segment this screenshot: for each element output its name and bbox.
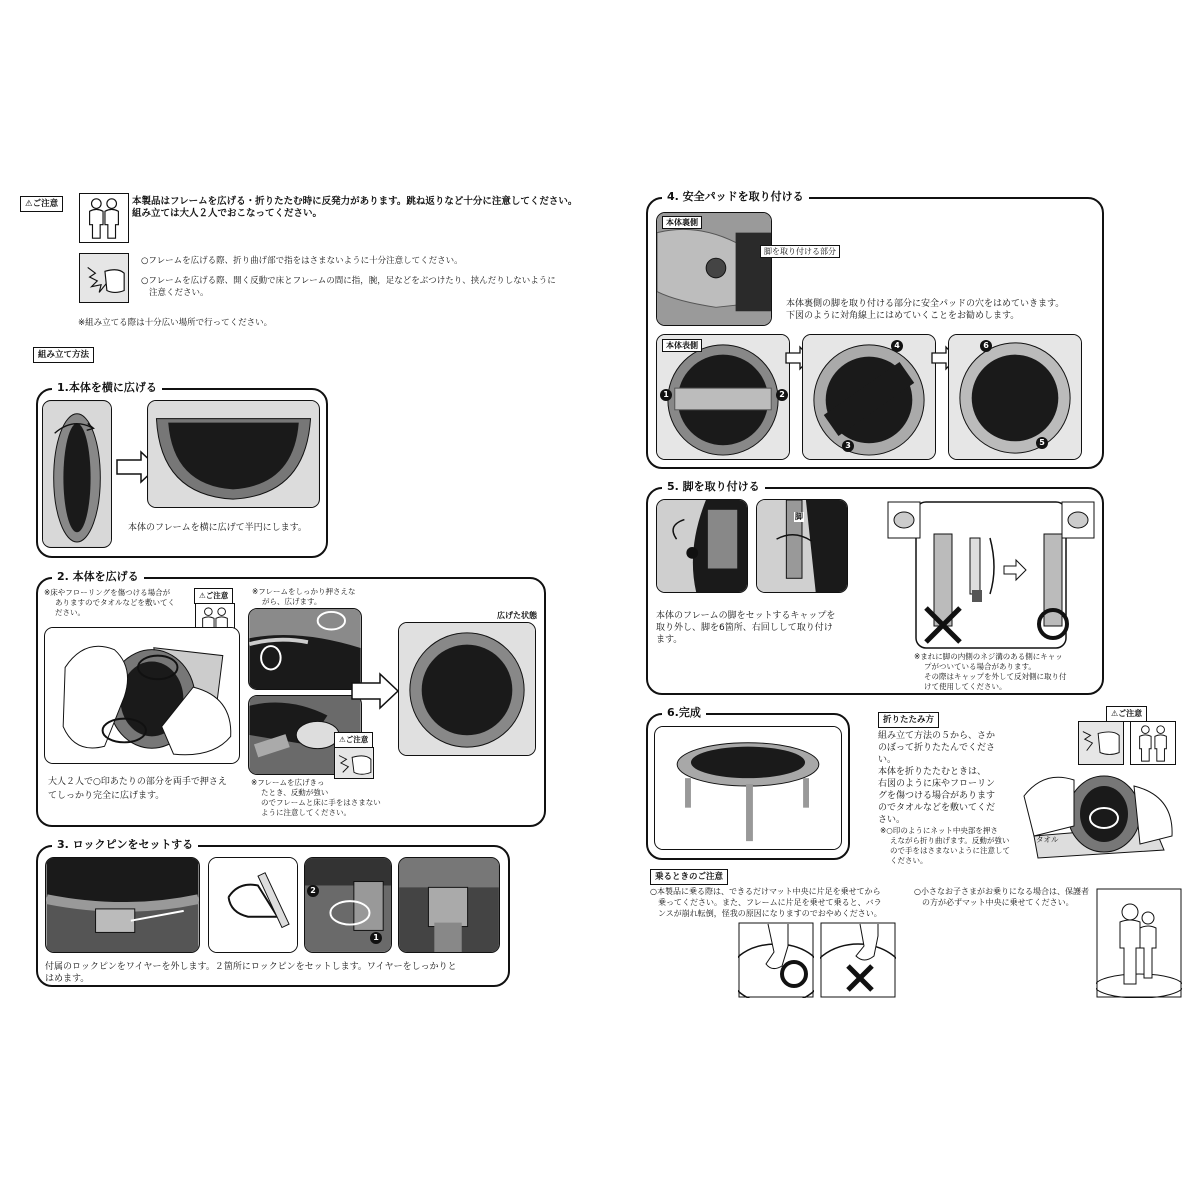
fold-two-adults-icon	[1130, 721, 1176, 765]
step3-lockpin-photo	[208, 857, 298, 953]
step3-num-2: 2	[307, 885, 319, 897]
step5-title: 5. 脚を取り付ける	[662, 479, 765, 495]
fold-text-f: グを傷つける場合があります	[878, 791, 996, 801]
warning-triangle-icon: ⚠	[1111, 709, 1119, 718]
step1-folded-photo	[42, 400, 112, 548]
fold-text-e: 右図のように床やフローリン	[878, 779, 996, 789]
step5-leg-diagram	[886, 498, 1096, 650]
step3-num-1: 1	[370, 932, 382, 944]
fold-pinched-hand-icon	[1078, 721, 1124, 765]
step5-note-b: プがついている場合があります。	[924, 662, 1036, 671]
fold-towel-label: タオル	[1036, 835, 1059, 844]
warning-triangle-icon: ⚠	[199, 591, 206, 600]
fold-note-d: ください。	[890, 856, 928, 865]
fold-note-c: ので手をはさまないように注意して	[890, 846, 1010, 855]
step2-note-floor-a: ※床やフローリングを傷つける場合が	[44, 588, 171, 597]
caution-note-1: ○フレームを広げる際、折り曲げ部で指をはさまないように十分注意してください。	[141, 256, 463, 266]
step2-note-hold-b: がら、広げます。	[262, 597, 322, 606]
two-adults-icon	[79, 193, 129, 243]
fold-label: 折りたたみ方	[878, 712, 939, 728]
step2-note-fold-b: たとき、反動が強い	[261, 788, 329, 797]
step2-spread-illustration	[44, 627, 240, 764]
step5-leg-char: 脚	[795, 512, 803, 521]
ride-kids-a: ○小さなお子さまがお乗りになる場合は、保護者	[914, 887, 1089, 896]
caution-note-2b: 注意ください。	[149, 288, 209, 298]
warning-triangle-icon: ⚠	[339, 735, 346, 744]
step3-closeup-photo	[398, 857, 500, 953]
step2-caption-b: てしっかり完全に広げます。	[48, 791, 165, 801]
fold-caution-badge: ⚠ご注意	[1106, 706, 1147, 722]
step6-title: 6.完成	[662, 705, 706, 721]
fold-text-h: さい。	[878, 815, 906, 825]
ride-text-b: 乗ってください。また、フレームに片足を乗せて乗ると、バラ	[658, 898, 882, 907]
caution-line-1: 本製品はフレームを広げる・折りたたむ時に反発力があります。跳ね返りなど十分に注意してください。	[132, 196, 578, 207]
step3-title: 3. ロックピンをセットする	[52, 837, 198, 853]
step2-opened-label: 広げた状態	[497, 611, 537, 620]
step4-back-photo	[656, 212, 772, 326]
caution-badge	[20, 196, 63, 212]
fold-text-b: のぼって折りたたんでくださ	[878, 743, 996, 753]
step1-caption: 本体のフレームを横に広げて半円にします。	[128, 523, 307, 533]
step4-num-4: 4	[891, 340, 903, 352]
step4-front-label: 本体表側	[662, 339, 702, 352]
step4-num-1: 1	[660, 389, 672, 401]
ride-text-c: ンスが崩れ転倒，怪我の原因になりますのでおやめください。	[658, 909, 882, 918]
step4-num-6: 6	[980, 340, 992, 352]
step2-pinched-hand-icon	[334, 747, 374, 779]
step2-caution-badge: ⚠ご注意	[194, 588, 233, 604]
caution-line-2: 組み立ては大人２人でおこなってください。	[132, 208, 323, 219]
step5-cap-photo	[656, 499, 748, 593]
step2-note-fold-d: ように注意してください。	[261, 808, 351, 817]
fold-text-g: のでタオルなどを敷いてくだ	[878, 803, 996, 813]
ride-caution-label: 乗るときのご注意	[650, 869, 728, 885]
pinched-hand-icon	[79, 253, 129, 303]
step5-caption-b: 取り外し、脚を6箇所、右回しして取り付け	[656, 623, 833, 633]
step4-num-5: 5	[1036, 437, 1048, 449]
step4-back-label: 本体裏側	[662, 216, 702, 229]
step3-caption-b: はめます。	[45, 974, 90, 984]
step2-note-fold-a: ※フレームを広げきっ	[251, 778, 325, 787]
step5-caption-c: ます。	[656, 635, 683, 645]
fold-note-a: ※○印のようにネット中央部を押さ	[880, 826, 998, 835]
ride-kids-b: の方が必ずマット中央に乗せてください。	[922, 898, 1074, 907]
step6-complete-photo	[654, 726, 842, 850]
step5-caption-a: 本体のフレームの脚をセットするキャップを	[656, 611, 836, 621]
step5-note-c: その際はキャップを外して反対側に取り付	[924, 672, 1067, 681]
caution-badge-label: ご注意	[32, 199, 59, 209]
step4-title: 4. 安全パッドを取り付ける	[662, 189, 809, 205]
ride-kids-illustration	[1096, 888, 1182, 998]
ride-text-a: ○本製品に乗る際は、できるだけマット中央に片足を乗せてから	[650, 887, 881, 896]
caution-note-3: ※組み立てる際は十分広い場所で行ってください。	[78, 318, 273, 328]
fold-note-b: えながら折り曲げます。反動が強い	[890, 836, 1010, 845]
warning-triangle-icon: ⚠	[25, 199, 33, 209]
step4-desc-a: 本体裏側の脚を取り付ける部分に安全パッドの穴をはめていきます。	[786, 299, 1065, 309]
step3-wire-photo	[45, 857, 200, 953]
ride-ng-illustration	[820, 922, 896, 998]
step2-opened-photo	[398, 622, 536, 756]
fold-text-c: い。	[878, 755, 897, 765]
step2-note-floor-b: ありますのでタオルなどを敷いてく	[55, 598, 175, 607]
step2-title: 2. 本体を広げる	[52, 569, 144, 585]
step2-arrow-icon	[350, 672, 400, 710]
step2-note-hold-a: ※フレームをしっかり押さえな	[252, 587, 356, 596]
ride-ok-illustration	[738, 922, 814, 998]
step4-leg-part-label: 脚を取り付ける部分	[760, 245, 840, 258]
step2-caution-badge-2: ⚠ご注意	[334, 732, 373, 748]
step3-caption-a: 付属のロックピンをワイヤーを外します。２箇所にロックピンをセットします。ワイヤーをしっかりと	[45, 962, 457, 972]
step2-note-fold-c: のでフレームと床に手をはさまない	[261, 798, 381, 807]
step4-num-2: 2	[776, 389, 788, 401]
step4-front-photo-3	[948, 334, 1082, 460]
caution-note-2a: ○フレームを広げる際、開く反動で床とフレームの間に指，腕，足などをぶつけたり、挟んだりしないように	[141, 276, 556, 286]
step4-front-photo-1	[656, 334, 790, 460]
fold-text-a: 組み立て方法の５から、さか	[878, 731, 996, 741]
step1-halfcircle-photo	[147, 400, 320, 508]
fold-text-d: 本体を折りたたむときは、	[878, 767, 987, 777]
step4-num-3: 3	[842, 440, 854, 452]
step2-hold-photo	[248, 608, 362, 690]
step1-title: 1.本体を横に広げる	[52, 380, 162, 396]
fold-illustration	[1014, 766, 1176, 862]
step5-note-d: けて使用してください。	[924, 682, 1007, 691]
step4-front-photo-2	[802, 334, 936, 460]
assembly-method-label: 組み立て方法	[33, 347, 94, 363]
step2-caption-a: 大人２人で○印あたりの部分を両手で押さえ	[48, 777, 227, 787]
step5-note-a: ※まれに脚の内側のネジ溝のある側にキャッ	[914, 652, 1063, 661]
step2-note-floor-c: ださい。	[55, 608, 85, 617]
step4-desc-b: 下図のように対角線上にはめていくことをお勧めします。	[786, 311, 1020, 321]
